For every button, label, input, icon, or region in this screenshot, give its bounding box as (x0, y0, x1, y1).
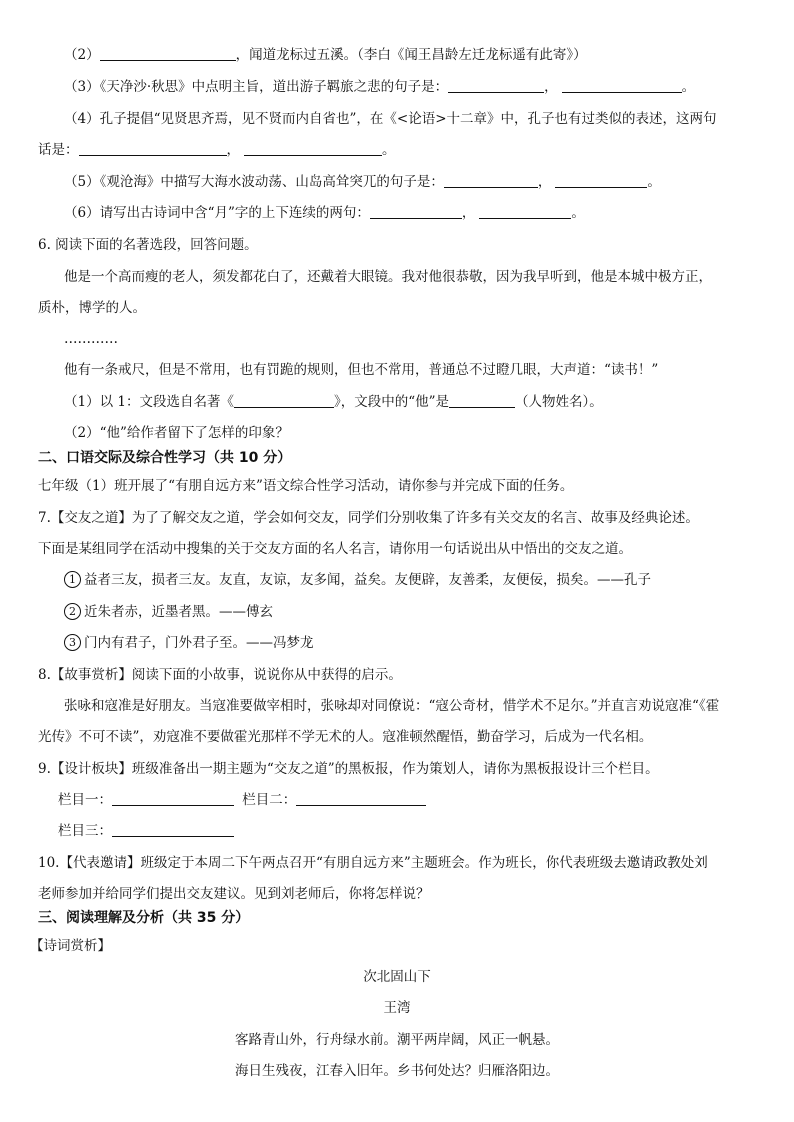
column-blank[interactable] (112, 791, 234, 806)
q9-columns-row1 (58, 791, 426, 809)
item-text: （人物姓名）。 (515, 394, 603, 410)
answer-blank[interactable] (444, 173, 538, 188)
q8-title: 8.【故事赏析】阅读下面的小故事，说说你从中获得的启示。 (38, 667, 402, 683)
q10-line1: 10.【代表邀请】班级定于本周二下午两点召开“有朋自远方来”主题班会。作为班长，你代表班级去邀请政教处刘 (38, 855, 708, 871)
column-label: 栏目三： (58, 823, 112, 839)
answer-blank[interactable] (370, 204, 462, 219)
q5-item3 (64, 78, 695, 96)
q5-item6 (64, 204, 585, 222)
answer-blank[interactable] (100, 46, 236, 61)
q5-item5 (64, 173, 661, 191)
item-text: （3）《天净沙·秋思》中点明主旨，道出游子羁旅之悲的句子是： (64, 79, 449, 95)
separator: ， (544, 79, 558, 95)
q8-story-line1: 张咏和寇准是好朋友。当寇准要做宰相时，张咏却对同僚说：“寇公奇材，惜学术不足尔。”并直言劝说寇准“《霍 (64, 698, 720, 714)
period: 。 (647, 174, 661, 190)
quote-2 (64, 603, 273, 621)
q10-line2: 老师参加并给同学们提出交友建议。见到刘老师后，你将怎样说？ (38, 886, 430, 902)
q9-columns-row2 (58, 822, 234, 840)
item-text: （1）以 1：文段选自名著《 (64, 394, 234, 410)
poem-line1: 客路青山外，行舟绿水前。潮平两岸阔，风正一帆悬。 (235, 1032, 559, 1048)
quote-1 (64, 571, 651, 589)
q6-excerpt-line2: 质朴，博学的人。 (38, 300, 146, 316)
q6-title: 6. 阅读下面的名著选段，回答问题。 (38, 237, 258, 253)
answer-blank[interactable] (448, 78, 544, 93)
item-text: （6）请写出古诗词中含“月”字的上下连续的两句： (64, 205, 370, 221)
q7-line1: 7.【交友之道】为了了解交友之道，学会如何交友，同学们分别收集了许多有关交友的名言、故事及经典论述。 (38, 510, 699, 526)
item-text: ，闻道龙标过五溪。（李白《闻王昌龄左迁龙标遥有此寄》） (235, 47, 587, 63)
quote-3 (64, 634, 314, 652)
column-blank[interactable] (112, 822, 234, 837)
period: 。 (571, 205, 585, 221)
section2-intro: 七年级（1）班开展了“有朋自远方来”语文综合性学习活动，请你参与并完成下面的任务。 (38, 478, 574, 494)
circled-number: 1 (64, 571, 81, 588)
q8-story-line2: 光传》不可不读”，劝寇准不要做霍光那样不学无术的人。寇准顿然醒悟，勤奋学习，后成为一代名相。 (38, 729, 653, 745)
q7-line2: 下面是某组同学在活动中搜集的关于交友方面的名人名言，请你用一句话说出从中悟出的交友之道。 (38, 541, 632, 557)
q6-excerpt-line1: 他是一个高而瘦的老人，须发都花白了，还戴着大眼镜。我对他很恭敬，因为我早听到，他是本城中极方正， (64, 269, 712, 285)
section3-heading: 三、阅读理解及分析（共 35 分） (38, 910, 250, 926)
column-blank[interactable] (296, 791, 426, 806)
answer-blank[interactable] (244, 141, 382, 156)
item-text: 》，文段中的“他”是 (333, 394, 450, 410)
section2-heading: 二、口语交际及综合性学习（共 10 分） (38, 450, 292, 466)
item-text: 话是： (38, 142, 79, 158)
column-label: 栏目一： (58, 792, 112, 808)
q5-item4-line2 (38, 141, 396, 159)
poem-author: 王湾 (383, 1000, 411, 1016)
separator: ， (226, 142, 240, 158)
q5-item2 (64, 46, 587, 64)
poem-title: 次北固山下 (363, 969, 431, 985)
item-text: （5）《观沧海》中描写大海水波动荡、山岛高耸突兀的句子是： (64, 174, 444, 190)
separator: ， (461, 205, 476, 221)
period: 。 (382, 142, 396, 158)
poetry-tag: 【诗词赏析】 (30, 938, 111, 954)
q6-excerpt-p2: 他有一条戒尺，但是不常用，也有罚跪的规则，但也不常用，普通总不过瞪几眼，大声道：“读书！” (64, 362, 659, 378)
circled-number: 3 (64, 634, 81, 651)
answer-blank[interactable] (79, 141, 227, 156)
column-label: 栏目二： (242, 792, 297, 808)
item-number: （2） (64, 47, 100, 63)
answer-blank[interactable] (479, 204, 571, 219)
q5-item4-line1: （4）孔子提倡“见贤思齐焉，见不贤而内自省也”，在《<论语>十二章》中，孔子也有过类似的表述，这两句 (64, 111, 717, 127)
answer-blank[interactable] (555, 173, 647, 188)
circled-number: 2 (64, 603, 81, 620)
separator: ， (537, 174, 552, 190)
q6-ellipsis: ………… (64, 331, 118, 347)
q6-sub1 (64, 393, 603, 411)
period: 。 (681, 79, 696, 95)
answer-blank[interactable] (562, 78, 682, 93)
quote-text: 益者三友，损者三友。友直，友谅，友多闻，益矣。友便辟，友善柔，友便佞，损矣。——孔子 (84, 572, 651, 588)
q9-title: 9.【设计板块】班级准备出一期主题为“交友之道”的黑板报，作为策划人，请你为黑板报设计三个栏目。 (38, 761, 659, 777)
q6-sub2: （2）“他”给作者留下了怎样的印象？ (64, 425, 289, 441)
book-title-blank[interactable] (234, 393, 334, 408)
poem-line2: 海日生残夜，江春入旧年。乡书何处达？归雁洛阳边。 (235, 1063, 559, 1079)
quote-text: 门内有君子，门外君子至。——冯梦龙 (84, 635, 314, 651)
quote-text: 近朱者赤，近墨者黑。——傅玄 (84, 604, 273, 620)
character-name-blank[interactable] (449, 393, 515, 408)
